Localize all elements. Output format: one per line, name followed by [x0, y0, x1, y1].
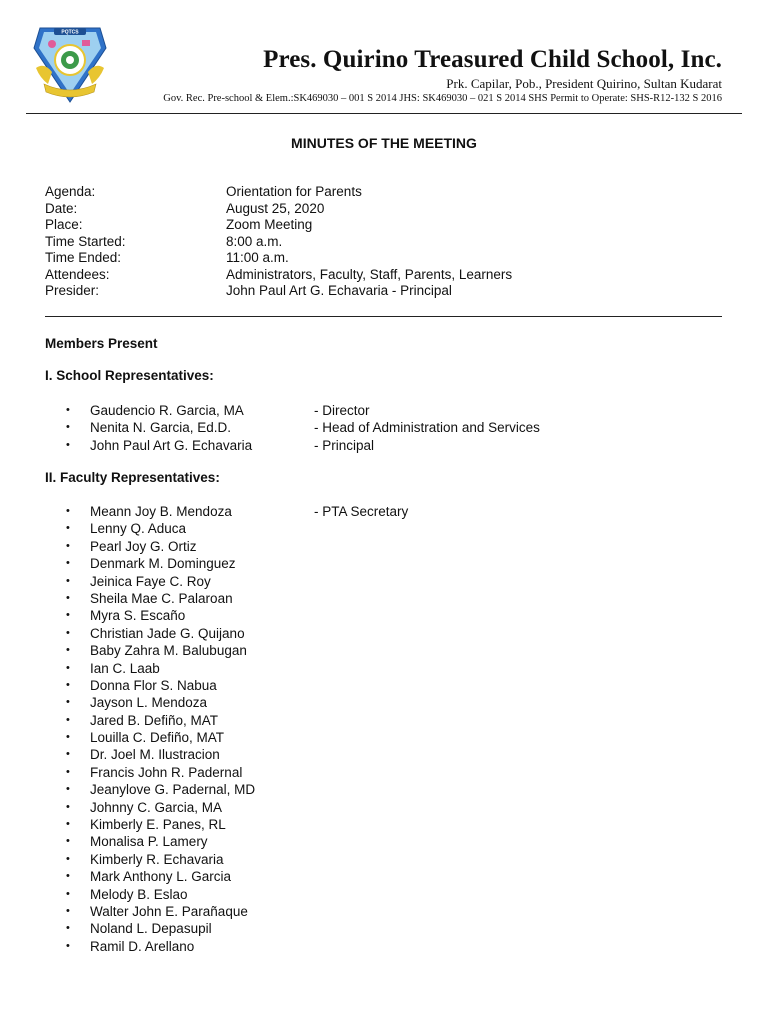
member-name: Melody B. Eslao: [90, 886, 188, 902]
member-role: - Principal: [314, 437, 375, 453]
detail-value: August 25, 2020: [226, 200, 325, 216]
members-present-heading: Members Present: [45, 336, 158, 351]
bullet-icon: •: [66, 852, 70, 865]
list-item: [66, 402, 540, 419]
member-name: Jeanylove G. Padernal, MD: [90, 782, 256, 798]
list-item: [66, 886, 408, 903]
member-name: Baby Zahra M. Balubugan: [90, 643, 247, 659]
bullet-icon: •: [66, 438, 70, 451]
bullet-icon: •: [66, 765, 70, 778]
list-item: [66, 712, 408, 729]
meeting-details: [45, 184, 512, 300]
member-name: Nenita N. Garcia, Ed.D.: [90, 420, 232, 436]
member-name: Jeinica Faye C. Roy: [90, 573, 211, 589]
bullet-icon: •: [66, 870, 70, 883]
bullet-icon: •: [66, 644, 70, 657]
member-name: Jared B. Defiño, MAT: [90, 712, 219, 728]
member-name: Donna Flor S. Nabua: [90, 677, 217, 693]
list-item: [66, 799, 408, 816]
bullet-icon: •: [66, 922, 70, 935]
list-item: [66, 419, 540, 436]
detail-row: [45, 201, 512, 218]
detail-label: Time Ended:: [45, 250, 122, 265]
detail-row: [45, 234, 512, 251]
school-representatives-heading: I. School Representatives:: [45, 368, 214, 383]
bullet-icon: •: [66, 574, 70, 587]
detail-value: 11:00 a.m.: [226, 250, 289, 265]
detail-row: [45, 184, 512, 201]
member-name: Kimberly R. Echavaria: [90, 851, 224, 867]
detail-label: Date:: [45, 200, 78, 216]
bullet-icon: •: [66, 591, 70, 604]
section-divider: [45, 316, 722, 317]
detail-row: [45, 267, 512, 284]
document-title: MINUTES OF THE MEETING: [291, 135, 477, 151]
list-item: [66, 607, 408, 624]
detail-value: 8:00 a.m.: [226, 233, 283, 249]
member-name: Pearl Joy G. Ortiz: [90, 538, 197, 554]
detail-value: Administrators, Faculty, Staff, Parents, Learners: [226, 266, 513, 282]
school-representatives-list: [66, 402, 540, 454]
bullet-icon: •: [66, 887, 70, 900]
member-name: Lenny Q. Aduca: [90, 521, 187, 537]
member-name: Christian Jade G. Quijano: [90, 625, 245, 641]
list-item: [66, 573, 408, 590]
bullet-icon: •: [66, 731, 70, 744]
bullet-icon: •: [66, 713, 70, 726]
detail-row: [45, 250, 512, 267]
school-address: Prk. Capilar, Pob., President Quirino, Sultan Kudarat: [446, 76, 722, 91]
member-name: Francis John R. Padernal: [90, 764, 243, 780]
bullet-icon: •: [66, 818, 70, 831]
member-role: - PTA Secretary: [314, 504, 409, 519]
bullet-icon: •: [66, 505, 70, 517]
list-item: [66, 764, 408, 781]
list-item: [66, 503, 408, 520]
faculty-representatives-heading: II. Faculty Representatives:: [45, 470, 220, 485]
member-name: Noland L. Depasupil: [90, 921, 212, 937]
member-name: Gaudencio R. Garcia, MA: [90, 403, 244, 418]
list-item: [66, 642, 408, 659]
bullet-icon: •: [66, 835, 70, 848]
detail-label: Presider:: [45, 283, 100, 298]
bullet-icon: •: [66, 939, 70, 952]
list-item: [66, 660, 408, 677]
bullet-icon: •: [66, 557, 70, 570]
bullet-icon: •: [66, 783, 70, 796]
bullet-icon: •: [66, 661, 70, 674]
member-name: Kimberly E. Panes, RL: [90, 817, 226, 833]
member-name: Walter John E. Parañaque: [90, 903, 248, 919]
detail-value: Zoom Meeting: [226, 217, 313, 232]
member-name: Denmark M. Dominguez: [90, 556, 236, 572]
header-divider: [26, 113, 742, 114]
member-name: Myra S. Escaño: [90, 608, 186, 624]
bullet-icon: •: [66, 748, 70, 761]
list-item: [66, 590, 408, 607]
list-item: [66, 520, 408, 537]
list-item: [66, 694, 408, 711]
list-item: [66, 868, 408, 885]
member-role: - Director: [314, 403, 370, 418]
bullet-icon: •: [66, 696, 70, 709]
member-name: Louilla C. Defiño, MAT: [90, 730, 225, 746]
member-name: Johnny C. Garcia, MA: [90, 799, 223, 815]
list-item: [66, 555, 408, 572]
list-item: [66, 538, 408, 555]
bullet-icon: •: [66, 800, 70, 813]
detail-row: [45, 283, 512, 300]
detail-value: Orientation for Parents: [226, 184, 362, 199]
member-role: - Head of Administration and Services: [314, 420, 540, 436]
list-item: [66, 625, 408, 642]
list-item: [66, 920, 408, 937]
bullet-icon: •: [66, 678, 70, 691]
detail-row: [45, 217, 512, 234]
school-logo: [30, 22, 110, 104]
list-item: [66, 851, 408, 868]
list-item: [66, 938, 408, 955]
detail-label: Agenda:: [45, 184, 96, 199]
member-name: Mark Anthony L. Garcia: [90, 869, 232, 885]
bullet-icon: •: [66, 522, 70, 535]
school-name: Pres. Quirino Treasured Child School, Inc.: [263, 46, 722, 73]
logo-text: PQTCS: [61, 29, 79, 36]
member-name: Dr. Joel M. Ilustracion: [90, 747, 220, 763]
detail-label: Place:: [45, 217, 83, 232]
detail-label: Attendees:: [45, 266, 110, 282]
member-name: Ramil D. Arellano: [90, 938, 195, 954]
detail-label: Time Started:: [45, 233, 126, 249]
list-item: [66, 437, 540, 454]
member-name: Jayson L. Mendoza: [90, 695, 208, 711]
list-item: [66, 816, 408, 833]
bullet-icon: •: [66, 404, 70, 416]
member-name: Meann Joy B. Mendoza: [90, 504, 232, 519]
list-item: [66, 903, 408, 920]
list-item: [66, 729, 408, 746]
member-name: Ian C. Laab: [90, 660, 160, 676]
list-item: [66, 833, 408, 850]
bullet-icon: •: [66, 421, 70, 434]
bullet-icon: •: [66, 626, 70, 639]
bullet-icon: •: [66, 609, 70, 622]
member-name: John Paul Art G. Echavaria: [90, 437, 253, 453]
detail-value: John Paul Art G. Echavaria - Principal: [226, 283, 452, 298]
list-item: [66, 746, 408, 763]
government-recognition: Gov. Rec. Pre-school & Elem.:SK469030 – 001 S 2014 JHS: SK469030 – 021 S 2014 SHS Permit to Operate: SHS-R12-132 S 2016: [163, 93, 722, 104]
list-item: [66, 677, 408, 694]
list-item: [66, 781, 408, 798]
faculty-representatives-list: [66, 503, 408, 955]
member-name: Monalisa P. Lamery: [90, 834, 208, 850]
bullet-icon: •: [66, 539, 70, 552]
member-name: Sheila Mae C. Palaroan: [90, 590, 233, 606]
bullet-icon: •: [66, 904, 70, 917]
